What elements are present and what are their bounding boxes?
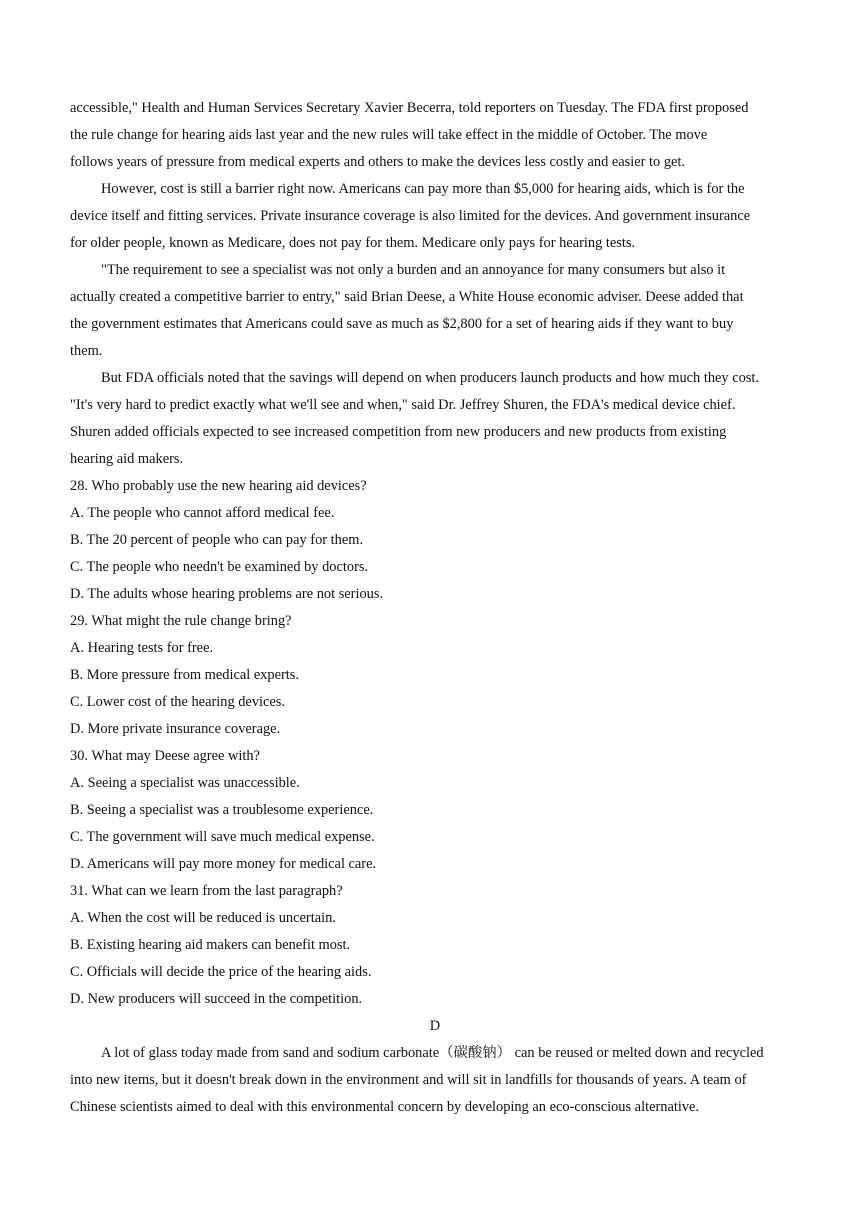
section-d-p1-line-2: into new items, but it doesn't break down in the environment and will sit in landfills for thousands of years. A team of [70,1072,747,1088]
question-29-option-c: C. Lower cost of the hearing devices. [70,694,285,710]
question-31-option-b: B. Existing hearing aid makers can benefit most. [70,937,351,953]
passage-c-p2-line-2: device itself and fitting services. Private insurance coverage is also limited for the devices. And government insurance [70,208,751,224]
passage-c-p1-line-3: follows years of pressure from medical experts and others to make the devices less costly and easier to get. [70,154,686,170]
question-31-option-c: C. Officials will decide the price of the hearing aids. [70,964,372,980]
passage-c-p2-line-3: for older people, known as Medicare, does not pay for them. Medicare only pays for hearing tests. [70,235,636,251]
question-30-option-d: D. Americans will pay more money for medical care. [70,856,377,872]
question-29-stem: 29. What might the rule change bring? [70,613,292,629]
section-d-p1-line-1: A lot of glass today made from sand and sodium carbonate（碳酸钠） can be reused or melted down and recycled [101,1045,764,1061]
section-d-heading: D [429,1018,441,1034]
question-28-stem: 28. Who probably use the new hearing aid devices? [70,478,367,494]
question-28-option-c: C. The people who needn't be examined by doctors. [70,559,369,575]
passage-c-p1-line-1: accessible," Health and Human Services Secretary Xavier Becerra, told reporters on Tuesday. The FDA first proposed [70,100,749,116]
document-page [70,95,800,1121]
passage-c-p3-line-1: "The requirement to see a specialist was not only a burden and an annoyance for many consumers but also it [101,262,726,278]
passage-c-p4-line-3: Shuren added officials expected to see increased competition from new producers and new products from existing [70,424,727,440]
question-28-option-b: B. The 20 percent of people who can pay for them. [70,532,364,548]
passage-c-p1-line-2: the rule change for hearing aids last year and the new rules will take effect in the middle of October. The move [70,127,708,143]
question-29-option-b: B. More pressure from medical experts. [70,667,299,683]
question-29-option-d: D. More private insurance coverage. [70,721,281,737]
passage-c-p4-line-2: "It's very hard to predict exactly what we'll see and when," said Dr. Jeffrey Shuren, the FDA's medical device chief. [70,397,736,413]
question-31-stem: 31. What can we learn from the last paragraph? [70,883,343,899]
question-29-option-a: A. Hearing tests for free. [70,640,214,656]
question-30-stem: 30. What may Deese agree with? [70,748,260,764]
question-31-option-a: A. When the cost will be reduced is uncertain. [70,910,336,926]
passage-c-p2-line-1: However, cost is still a barrier right now. Americans can pay more than $5,000 for hearing aids, which is for the [101,181,745,197]
passage-c-p3-line-3: the government estimates that Americans could save as much as $2,800 for a set of hearing aids if they want to buy [70,316,734,332]
passage-c-p4-line-4: hearing aid makers. [70,451,184,467]
question-30-option-c: C. The government will save much medical expense. [70,829,375,845]
question-28-option-a: A. The people who cannot afford medical fee. [70,505,335,521]
question-31-option-d: D. New producers will succeed in the competition. [70,991,363,1007]
question-28-option-d: D. The adults whose hearing problems are not serious. [70,586,384,602]
question-30-option-b: B. Seeing a specialist was a troublesome experience. [70,802,374,818]
passage-c-p4-line-1: But FDA officials noted that the savings will depend on when producers launch products and how much they cost. [101,370,759,386]
passage-c-p3-line-2: actually created a competitive barrier to entry," said Brian Deese, a White House economic adviser. Deese added that [70,289,744,305]
passage-c-p3-line-4: them. [70,343,103,359]
section-d-p1-line-3: Chinese scientists aimed to deal with this environmental concern by developing an eco-conscious alternative. [70,1099,700,1115]
question-30-option-a: A. Seeing a specialist was unaccessible. [70,775,300,791]
